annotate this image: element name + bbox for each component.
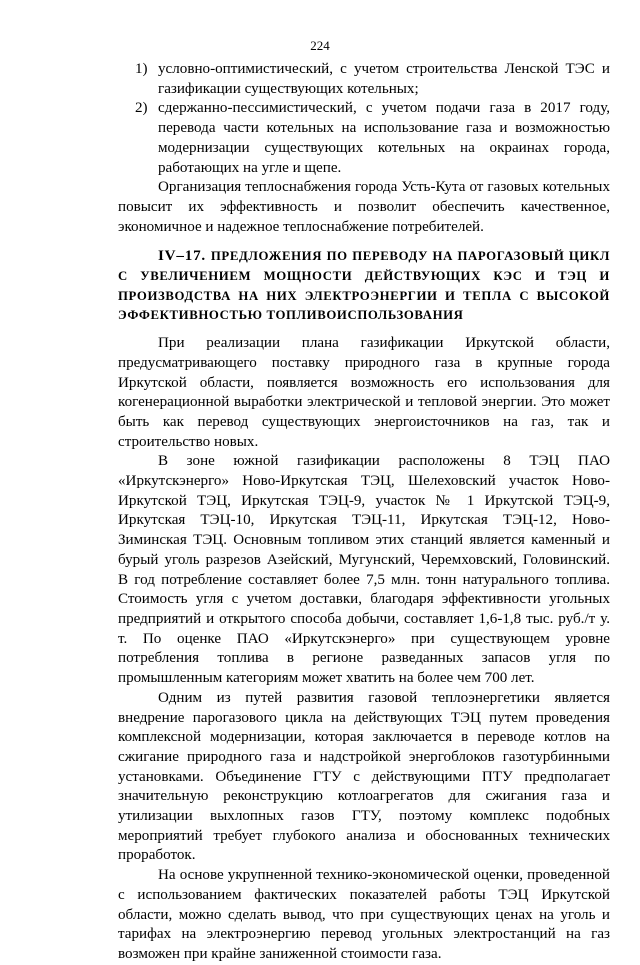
body-paragraph: В зоне южной газификации расположены 8 ТЭЦ ПАО «Иркутскэнерго» Ново-Иркутская ТЭЦ, Шелеховский участок Ново-Иркутской ТЭЦ, Иркутская ТЭЦ-9, участок № 1 Иркутской ТЭЦ-9, Иркутская ТЭЦ-10, Иркутская ТЭЦ-11, Иркутская ТЭЦ-12, Ново-Зиминская ТЭЦ. Основным топливом этих станций является каменный и бурый уголь разрезов Азейский, Мугунский, Черемховский, Головинский. В год потребление составляет более 7,5 млн. тонн натурального топлива. Стоимость угля с учетом доставки, благодаря эффективности угольных предприятий и открытого способа добычи, составляет 1,6-1,8 тыс. руб./т у. т. По оценке ПАО «Иркутскэнерго» при существующем уровне потребления топлива в регионе разведанных запасов угля по промышленным категориям может хватить на более чем 700 лет. bbox=[118, 453, 610, 687]
section-heading bbox=[118, 247, 610, 326]
intro-paragraph: Организация теплоснабжения города Усть-Кута от газовых котельных повысит их эффективность и позволит обеспечить качественное, экономичное и надежное теплоснабжение потребителей. bbox=[118, 179, 610, 235]
list-item-text: сдержанно-пессимистический, с учетом подачи газа в 2017 году, перевода части котельных на использование газа и возможностью модернизации существующих котельных на окраинах города, работающих на угле и щепе. bbox=[158, 100, 610, 176]
list-marker: 1) bbox=[135, 61, 148, 77]
list-marker: 2) bbox=[135, 100, 148, 117]
page-number: 224 bbox=[310, 38, 330, 53]
section-number: IV–17. bbox=[158, 248, 206, 265]
list-item bbox=[118, 99, 610, 178]
list-item bbox=[118, 60, 610, 99]
body-paragraph: На основе укрупненной технико-экономической оценки, проведенной с использованием фактических показателей работы ТЭЦ Иркутской области, можно сделать вывод, что при существующих ценах на уголь и тарифах на электроэнергию перевод угольных электростанций на газ возможен при крайне заниженной стоимости газа. bbox=[118, 867, 610, 962]
body-paragraph: Одним из путей развития газовой теплоэнергетики является внедрение парогазового цикла на действующих ТЭЦ путем проведения комплексной модернизации, которая заключается в переводе котлов на сжигание природного газа и надстройкой энергоблоков газотурбинными установками. Объединение ГТУ с действующими ПТУ предполагает значительную реконструкцию котлоагрегатов для сжигания газа и утилизации выхлопных газов ГТУ, поэтому комплекс подобных мероприятий требует глубокого анализа и обоснованных технических проработок. bbox=[118, 689, 610, 864]
page-content bbox=[118, 60, 610, 965]
scenario-list bbox=[118, 60, 610, 178]
list-item-text: условно-оптимистический, с учетом строительства Ленской ТЭС и газификации существующих котельных; bbox=[158, 61, 610, 97]
section-title: ПРЕДЛОЖЕНИЯ ПО ПЕРЕВОДУ НА ПАРОГАЗОВЫЙ ЦИКЛ С УВЕЛИЧЕНИЕМ МОЩНОСТИ ДЕЙСТВУЮЩИХ КЭС И ТЭЦ И ПРОИЗВОДСТВА НА НИХ ЭЛЕКТРОЭНЕРГИИ И ТЕПЛА С ВЫСОКОЙ ЭФФЕКТИВНОСТЬЮ ТОПЛИВОИСПОЛЬЗОВАНИЯ bbox=[118, 249, 610, 323]
body-paragraph: При реализации плана газификации Иркутской области, предусматривающего поставку природного газа в крупные города Иркутской области, появляется возможность его использования для когенерационной выработки электрической и тепловой энергии. Это может быть как перевод существующих энергоисточников на газ, так и строительство новых. bbox=[118, 335, 610, 450]
